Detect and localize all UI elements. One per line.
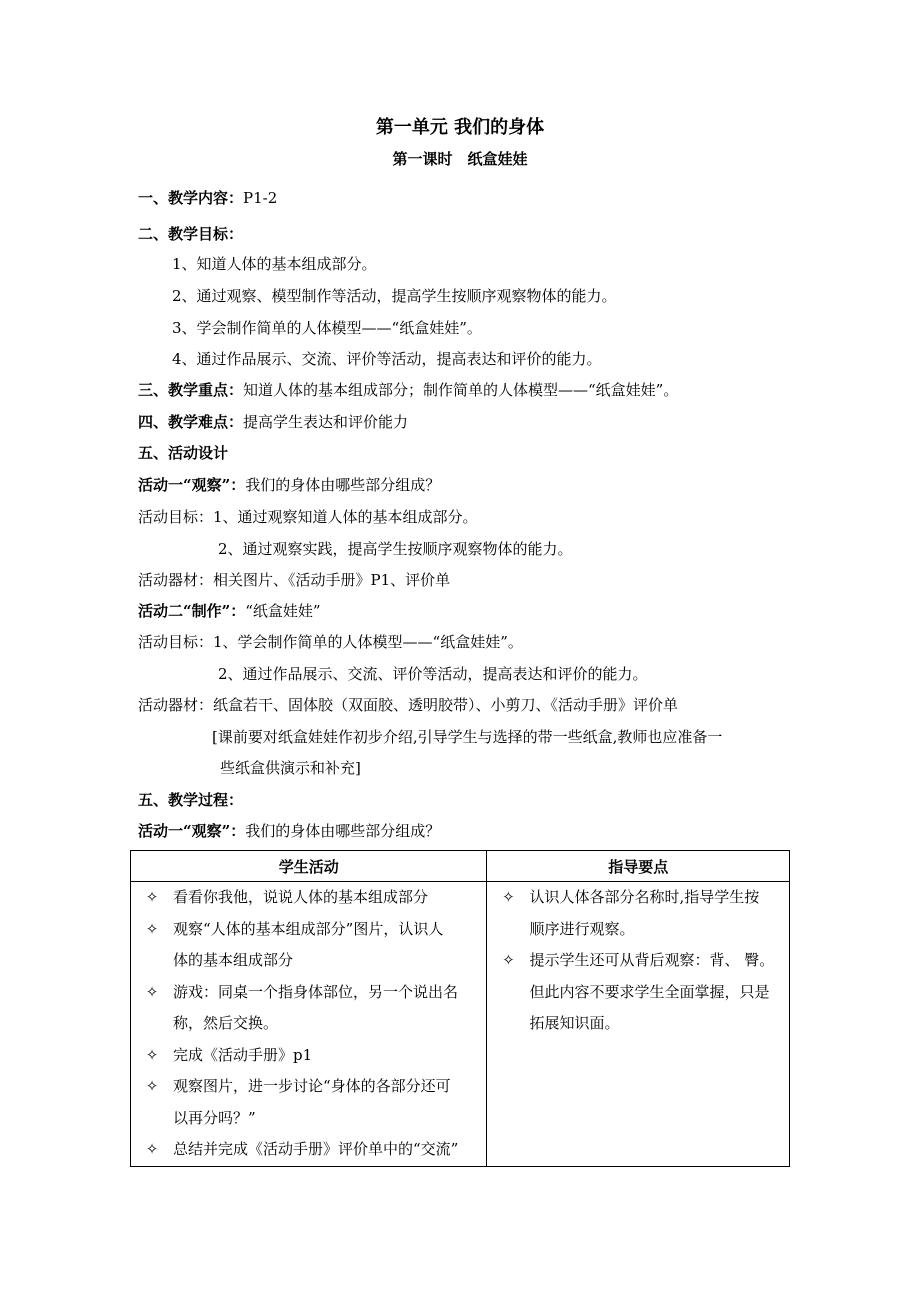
list-item-text: 游戏：同桌一个指身体部位，另一个说出名 bbox=[173, 982, 459, 1001]
activity1-heading: 活动一“观察”： bbox=[138, 476, 246, 494]
list-item-text: 体的基本组成部分 bbox=[173, 951, 294, 969]
diamond-bullet-icon: ✧ bbox=[145, 888, 159, 906]
list-item bbox=[131, 1040, 486, 1072]
list-item bbox=[131, 882, 486, 914]
activity2-title bbox=[138, 601, 321, 621]
design-heading: 五、活动设计 bbox=[138, 444, 229, 462]
key-points-value: 知道人体的基本组成部分；制作简单的人体模型——“纸盒娃娃”。 bbox=[243, 381, 679, 399]
activity2-note-line2: 些纸盒供演示和补充] bbox=[220, 759, 361, 777]
list-item bbox=[487, 945, 789, 1040]
list-item bbox=[131, 1134, 486, 1166]
header-guidance: 指导要点 bbox=[487, 851, 790, 882]
table-row bbox=[131, 882, 790, 1167]
activity2-goal-1 bbox=[138, 632, 523, 652]
activity1-question: 我们的身体由哪些部分组成？ bbox=[245, 476, 441, 494]
list-item-text: 看看你我他，说说人体的基本组成部分 bbox=[173, 888, 429, 906]
objective-item: 2、通过观察、模型制作等活动，提高学生按顺序观察物体的能力。 bbox=[172, 287, 617, 305]
list-item-text: 称，然后交换。 bbox=[173, 1014, 279, 1032]
lesson-subtitle: 第一课时 纸盒娃娃 bbox=[392, 150, 528, 168]
list-item-text: 顺序进行观察。 bbox=[529, 919, 635, 938]
list-item bbox=[131, 1071, 486, 1134]
teaching-content bbox=[138, 188, 277, 208]
activity2-goal-label: 活动目标： bbox=[138, 633, 214, 651]
list-item-text: 提示学生还可从背后观察：背、 臀。 bbox=[529, 951, 775, 969]
list-item-text: 但此内容不要求学生全面掌握，只是 bbox=[529, 982, 770, 1001]
list-item-text: 完成《活动手册》p1 bbox=[173, 1045, 313, 1064]
activity2-goal-text: 1、学会制作简单的人体模型——“纸盒娃娃”。 bbox=[213, 633, 523, 651]
activity1-goal-text: 1、通过观察知道人体的基本组成部分。 bbox=[213, 508, 478, 526]
teaching-content-label: 一、教学内容： bbox=[138, 189, 244, 207]
guidance-cell bbox=[487, 882, 790, 1167]
list-item-text: 观察“人体的基本组成部分”图片，认识人 bbox=[173, 919, 444, 938]
list-item bbox=[487, 882, 789, 945]
objectives-heading: 二、教学目标： bbox=[138, 225, 244, 243]
activity2-heading: 活动二“制作”： bbox=[138, 602, 246, 620]
process-activity-title bbox=[138, 821, 440, 841]
activity1-goal-2: 2、通过观察实践，提高学生按顺序观察物体的能力。 bbox=[218, 540, 573, 558]
diamond-bullet-icon: ✧ bbox=[502, 888, 515, 906]
difficulties bbox=[138, 412, 408, 432]
activity2-materials: 活动器材：纸盒若干、固体胶（双面胶、透明胶带）、小剪刀、《活动手册》评价单 bbox=[138, 696, 679, 714]
process-table bbox=[130, 850, 790, 1167]
diamond-bullet-icon: ✧ bbox=[145, 1140, 159, 1158]
page-title: 第一单元 我们的身体 bbox=[375, 117, 545, 138]
process-heading: 五、教学过程： bbox=[138, 791, 244, 809]
diamond-bullet-icon: ✧ bbox=[145, 919, 159, 938]
diamond-bullet-icon: ✧ bbox=[502, 951, 515, 969]
list-item bbox=[131, 914, 486, 977]
activity2-note-line1: [课前要对纸盒娃娃作初步介绍,引导学生与选择的带一些纸盒,教师也应准备一 bbox=[212, 728, 723, 746]
list-item-text: 拓展知识面。 bbox=[529, 1014, 620, 1032]
teaching-content-value: P1-2 bbox=[243, 189, 278, 207]
activity2-question: “纸盒娃娃” bbox=[245, 602, 321, 620]
diamond-bullet-icon: ✧ bbox=[145, 1077, 159, 1095]
diamond-bullet-icon: ✧ bbox=[145, 1045, 159, 1064]
activity1-goal-label: 活动目标： bbox=[138, 508, 214, 526]
difficulties-value: 提高学生表达和评价能力 bbox=[243, 413, 409, 431]
table-header-row bbox=[131, 851, 790, 882]
diamond-bullet-icon: ✧ bbox=[145, 982, 159, 1001]
difficulties-label: 四、教学难点： bbox=[138, 413, 244, 431]
activity2-goal-2: 2、通过作品展示、交流、评价等活动，提高表达和评价的能力。 bbox=[218, 665, 648, 683]
process-activity-question: 我们的身体由哪些部分组成？ bbox=[245, 822, 441, 840]
process-activity-heading: 活动一“观察”： bbox=[138, 822, 246, 840]
key-points-label: 三、教学重点： bbox=[138, 381, 244, 399]
objective-item: 4、通过作品展示、交流、评价等活动，提高表达和评价的能力。 bbox=[172, 350, 602, 368]
list-item-text: 观察图片，进一步讨论“身体的各部分还可 bbox=[173, 1077, 451, 1095]
key-points bbox=[138, 380, 678, 400]
activity1-materials: 活动器材：相关图片、《活动手册》P1、评价单 bbox=[138, 571, 451, 589]
list-item-text: 认识人体各部分名称时,指导学生按 bbox=[529, 888, 760, 906]
list-item-text: 以再分吗？” bbox=[173, 1108, 256, 1127]
student-activity-cell bbox=[131, 882, 487, 1167]
activity1-goal-1 bbox=[138, 507, 478, 527]
objective-item: 1、知道人体的基本组成部分。 bbox=[172, 255, 377, 273]
activity1-title bbox=[138, 475, 440, 495]
objective-item: 3、学会制作简单的人体模型——“纸盒娃娃”。 bbox=[172, 319, 482, 337]
list-item bbox=[131, 977, 486, 1040]
list-item-text: 总结并完成《活动手册》评价单中的“交流” bbox=[173, 1140, 459, 1158]
header-student-activity: 学生活动 bbox=[131, 851, 487, 882]
